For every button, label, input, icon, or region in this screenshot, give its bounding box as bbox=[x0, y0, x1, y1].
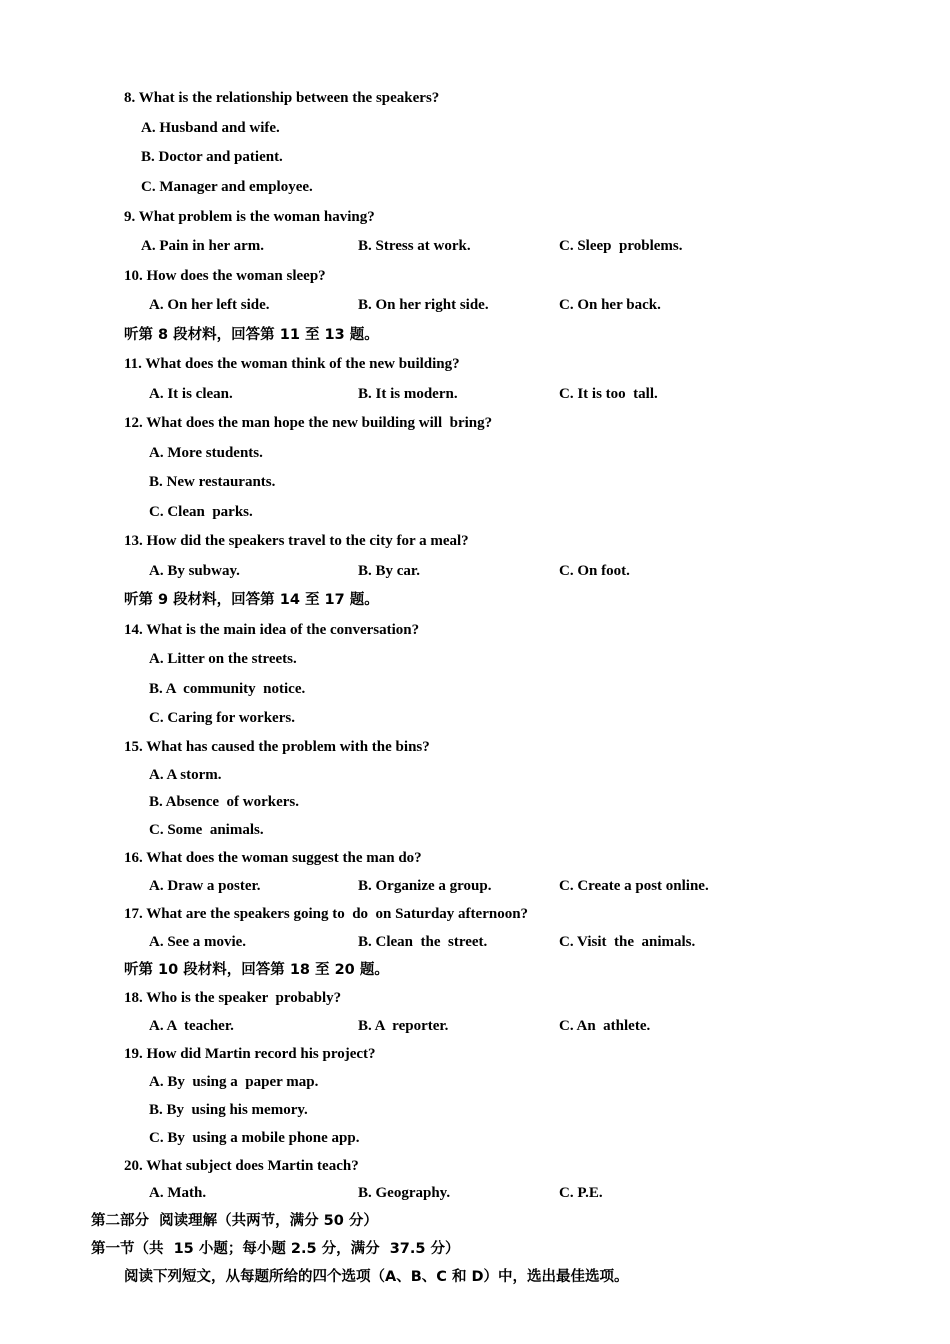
question-9-option-c: C. Sleep problems. bbox=[559, 238, 683, 254]
question-9-option-a: A. Pain in her arm. bbox=[141, 238, 265, 254]
question-20-option-b: B. Geography. bbox=[358, 1185, 451, 1201]
segment-8-instruction: 听第 8 段材料，回答第 11 至 13 题。 bbox=[124, 327, 379, 343]
question-17-option-b: B. Clean the street. bbox=[358, 934, 488, 950]
question-15-option-a: A. A storm. bbox=[149, 767, 222, 783]
question-8-stem: 8. What is the relationship between the speakers? bbox=[124, 90, 440, 106]
question-10-stem: 10. How does the woman sleep? bbox=[124, 268, 326, 284]
section-1-heading: 第一节（共 15 小题；每小题 2.5 分，满分 37.5 分） bbox=[91, 1241, 460, 1257]
question-14-stem: 14. What is the main idea of the conversation? bbox=[124, 622, 420, 638]
question-12-option-b: B. New restaurants. bbox=[149, 474, 276, 490]
question-10-option-c: C. On her back. bbox=[559, 297, 661, 313]
question-13-option-c: C. On foot. bbox=[559, 563, 630, 579]
question-17-option-a: A. See a movie. bbox=[149, 934, 247, 950]
reading-direction: 阅读下列短文，从每题所给的四个选项（A、B、C 和 D）中，选出最佳选项。 bbox=[124, 1269, 629, 1285]
question-17-option-c: C. Visit the animals. bbox=[559, 934, 696, 950]
question-10-option-a: A. On her left side. bbox=[149, 297, 270, 313]
question-11-stem: 11. What does the woman think of the new building? bbox=[124, 356, 460, 372]
question-19-option-b: B. By using his memory. bbox=[149, 1102, 308, 1118]
question-16-option-c: C. Create a post online. bbox=[559, 878, 709, 894]
question-18-stem: 18. Who is the speaker probably? bbox=[124, 990, 342, 1006]
question-12-stem: 12. What does the man hope the new building will bring? bbox=[124, 415, 493, 431]
question-14-option-b: B. A community notice. bbox=[149, 681, 306, 697]
question-16-option-a: A. Draw a poster. bbox=[149, 878, 261, 894]
question-18-option-a: A. A teacher. bbox=[149, 1018, 234, 1034]
question-15-option-c: C. Some animals. bbox=[149, 822, 264, 838]
question-15-stem: 15. What has caused the problem with the bins? bbox=[124, 739, 430, 755]
question-16-option-b: B. Organize a group. bbox=[358, 878, 492, 894]
question-20-stem: 20. What subject does Martin teach? bbox=[124, 1158, 359, 1174]
question-8-option-c: C. Manager and employee. bbox=[141, 179, 313, 195]
question-20-option-a: A. Math. bbox=[149, 1185, 207, 1201]
question-16-stem: 16. What does the woman suggest the man do? bbox=[124, 850, 422, 866]
segment-9-instruction: 听第 9 段材料，回答第 14 至 17 题。 bbox=[124, 592, 379, 608]
question-12-option-a: A. More students. bbox=[149, 445, 263, 461]
question-18-option-c: C. An athlete. bbox=[559, 1018, 651, 1034]
question-9-stem: 9. What problem is the woman having? bbox=[124, 209, 375, 225]
question-12-option-c: C. Clean parks. bbox=[149, 504, 253, 520]
question-13-option-b: B. By car. bbox=[358, 563, 420, 579]
question-11-option-b: B. It is modern. bbox=[358, 386, 458, 402]
question-10-option-b: B. On her right side. bbox=[358, 297, 489, 313]
question-13-stem: 13. How did the speakers travel to the city for a meal? bbox=[124, 533, 469, 549]
question-19-option-a: A. By using a paper map. bbox=[149, 1074, 319, 1090]
question-19-option-c: C. By using a mobile phone app. bbox=[149, 1130, 360, 1146]
question-15-option-b: B. Absence of workers. bbox=[149, 794, 299, 810]
segment-10-instruction: 听第 10 段材料，回答第 18 至 20 题。 bbox=[124, 962, 389, 978]
question-18-option-b: B. A reporter. bbox=[358, 1018, 449, 1034]
question-8-option-a: A. Husband and wife. bbox=[141, 120, 280, 136]
question-11-option-c: C. It is too tall. bbox=[559, 386, 658, 402]
part-2-title: 第二部分 阅读理解（共两节，满分 50 分） bbox=[91, 1213, 378, 1229]
question-14-option-c: C. Caring for workers. bbox=[149, 710, 295, 726]
question-11-option-a: A. It is clean. bbox=[149, 386, 233, 402]
question-9-option-b: B. Stress at work. bbox=[358, 238, 471, 254]
question-20-option-c: C. P.E. bbox=[559, 1185, 603, 1201]
question-8-option-b: B. Doctor and patient. bbox=[141, 149, 283, 165]
question-17-stem: 17. What are the speakers going to do on Saturday afternoon? bbox=[124, 906, 529, 922]
question-13-option-a: A. By subway. bbox=[149, 563, 240, 579]
question-19-stem: 19. How did Martin record his project? bbox=[124, 1046, 376, 1062]
question-14-option-a: A. Litter on the streets. bbox=[149, 651, 297, 667]
